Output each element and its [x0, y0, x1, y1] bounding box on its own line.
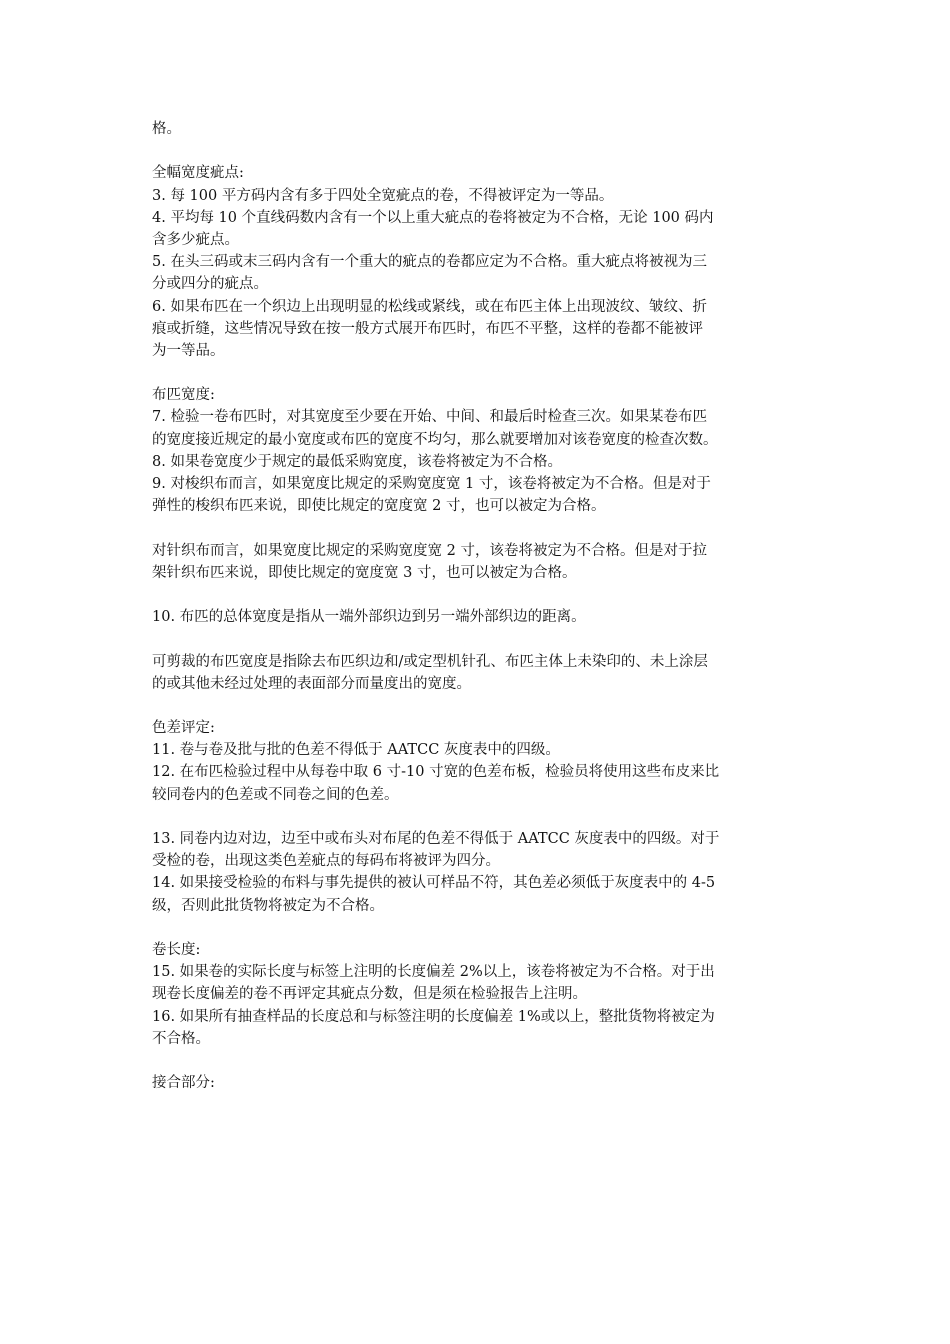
text-line: 较同卷内的色差或不同卷之间的色差。 [152, 786, 399, 803]
paragraph-block [152, 651, 818, 695]
text-line: 8. 如果卷宽度少于规定的最低采购宽度，该卷将被定为不合格。 [152, 453, 562, 470]
text-line: 全幅宽度疵点: [152, 165, 244, 182]
text-line: 14. 如果接受检验的布料与事先提供的被认可样品不符，其色差必须低于灰度表中的 4-5 [152, 875, 716, 892]
paragraph-block [152, 162, 818, 362]
text-line: 16. 如果所有抽查样品的长度总和与标签注明的长度偏差 1%或以上，整批货物将被定为 [152, 1008, 715, 1025]
paragraph-block [152, 540, 818, 584]
paragraph-block [152, 828, 818, 917]
text-line: 13. 同卷内边对边，边至中或布头对布尾的色差不得低于 AATCC 灰度表中的四级。对于 [152, 831, 720, 847]
text-line: 5. 在头三码或末三码内含有一个重大的疵点的卷都应定为不合格。重大疵点将被视为三 [152, 254, 707, 271]
text-line: 的或其他未经过处理的表面部分而量度出的宽度。 [152, 675, 471, 692]
document-page [152, 118, 818, 1116]
paragraph-block [152, 384, 818, 517]
text-line: 弹性的梭织布匹来说，即使比规定的宽度宽 2 寸，也可以被定为合格。 [152, 498, 606, 515]
text-line: 分或四分的疵点。 [152, 276, 268, 293]
text-line: 含多少疵点。 [152, 231, 239, 248]
text-line: 12. 在布匹检验过程中从每卷中取 6 寸-10 寸宽的色差布板，检验员将使用这些布皮来比 [152, 764, 720, 781]
text-line: 的宽度接近规定的最小宽度或布匹的宽度不均匀，那么就要增加对该卷宽度的检查次数。 [152, 431, 718, 448]
text-line: 15. 如果卷的实际长度与标签上注明的长度偏差 2%以上，该卷将被定为不合格。对于出 [152, 964, 715, 981]
text-line: 为一等品。 [152, 342, 225, 359]
text-line: 10. 布匹的总体宽度是指从一端外部织边到另一端外部织边的距离。 [152, 609, 586, 626]
text-line: 现卷长度偏差的卷不再评定其疵点分数，但是须在检验报告上注明。 [152, 986, 587, 1003]
paragraph-block [152, 1072, 818, 1094]
text-line: 9. 对梭织布而言，如果宽度比规定的采购宽度宽 1 寸，该卷将被定为不合格。但是对于 [152, 476, 711, 492]
text-line: 6. 如果布匹在一个织边上出现明显的松线或紧线，或在布匹主体上出现波纹、皱纹、折 [152, 298, 707, 315]
text-line: 不合格。 [152, 1030, 210, 1047]
text-line: 格。 [152, 121, 181, 137]
paragraph-block [152, 939, 818, 1050]
text-line: 受检的卷，出现这类色差疵点的每码布将被评为四分。 [152, 853, 500, 870]
text-line: 卷长度: [152, 941, 201, 958]
text-line: 对针织布而言，如果宽度比规定的采购宽度宽 2 寸，该卷将被定为不合格。但是对于拉 [152, 542, 707, 559]
text-line: 痕或折缝，这些情况导致在按一般方式展开布匹时，布匹不平整，这样的卷都不能被评 [152, 320, 703, 337]
text-line: 色差评定: [152, 720, 215, 737]
paragraph-block [152, 717, 818, 806]
text-line: 布匹宽度: [152, 387, 215, 404]
text-line: 11. 卷与卷及批与批的色差不得低于 AATCC 灰度表中的四级。 [152, 742, 560, 759]
text-line: 7. 检验一卷布匹时，对其宽度至少要在开始、中间、和最后时检查三次。如果某卷布匹 [152, 409, 707, 426]
text-line: 架针织布匹来说，即使比规定的宽度宽 3 寸，也可以被定为合格。 [152, 564, 577, 581]
text-line: 接合部分: [152, 1075, 215, 1092]
text-line: 3. 每 100 平方码内含有多于四处全宽疵点的卷，不得被评定为一等品。 [152, 187, 614, 204]
text-line: 可剪裁的布匹宽度是指除去布匹织边和/或定型机针孔、布匹主体上未染印的、未上涂层 [152, 653, 708, 670]
paragraph-block [152, 606, 818, 628]
text-line: 级，否则此批货物将被定为不合格。 [152, 897, 384, 914]
text-line: 4. 平均每 10 个直线码数内含有一个以上重大疵点的卷将被定为不合格，无论 100 码内 [152, 209, 714, 226]
paragraph-block [152, 118, 818, 140]
